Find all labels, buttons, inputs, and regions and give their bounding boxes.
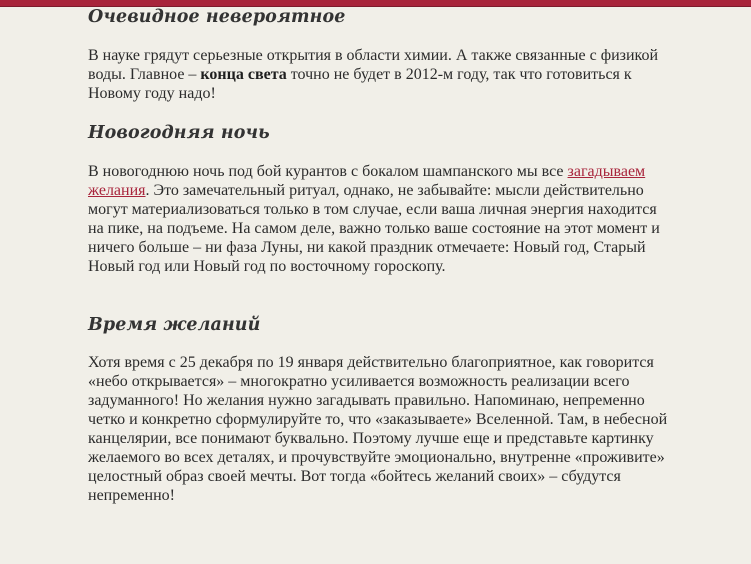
paragraph-text: В науке грядут серьезные открытия в области химии. А также связанные с физикой воды. Главное – [88,47,659,83]
section-paragraph-new-year-night [88,162,668,276]
section-heading-wish-time: Время желаний [88,315,261,335]
paragraph-text: точно не будет в 2012-м году, так что готовиться к Новому году надо! [88,66,632,102]
paragraph-text: . Это замечательный ритуал, однако, не забывайте: мысли действительно могут материализоваться только в том случае, если ваша личная энергия находится на пике, на подъеме. На самом деле, важно только ваше состояние на этот момент и ничего больше – ни фаза Луны, ни какой праздник отмечаете: Новый год, Старый Новый год или Новый год по восточному гороскопу. [88,182,660,275]
section-paragraph-obvious-incredible [88,46,668,103]
top-border-bar [0,0,751,7]
bold-phrase-end-of-world: конца света [200,66,287,83]
make-wishes-link[interactable]: загадываем желания [88,163,646,199]
paragraph-text: В новогоднюю ночь под бой курантов с бокалом шампанского мы все [88,163,568,180]
section-paragraph-wish-time: Хотя время с 25 декабря по 19 января действительно благоприятное, как говорится «небо открывается» – многократно усиливается возможность реализации всего задуманного! Но желания нужно загадывать правильно. Напоминаю, непременно четко и конкретно сформулируйте то, что «заказываете» Вселенной. Там, в небесной канцелярии, все понимают буквально. Поэтому лучше еще и представьте картинку желаемого во всех деталях, и прочувствуйте эмоционально, внутренне «проживите» целостный образ своей мечты. Вот тогда «бойтесь желаний своих» – сбудутся непременно! [88,354,668,504]
section-heading-new-year-night: Новогодняя ночь [88,123,270,143]
section-heading-obvious-incredible: Очевидное невероятное [88,7,346,27]
